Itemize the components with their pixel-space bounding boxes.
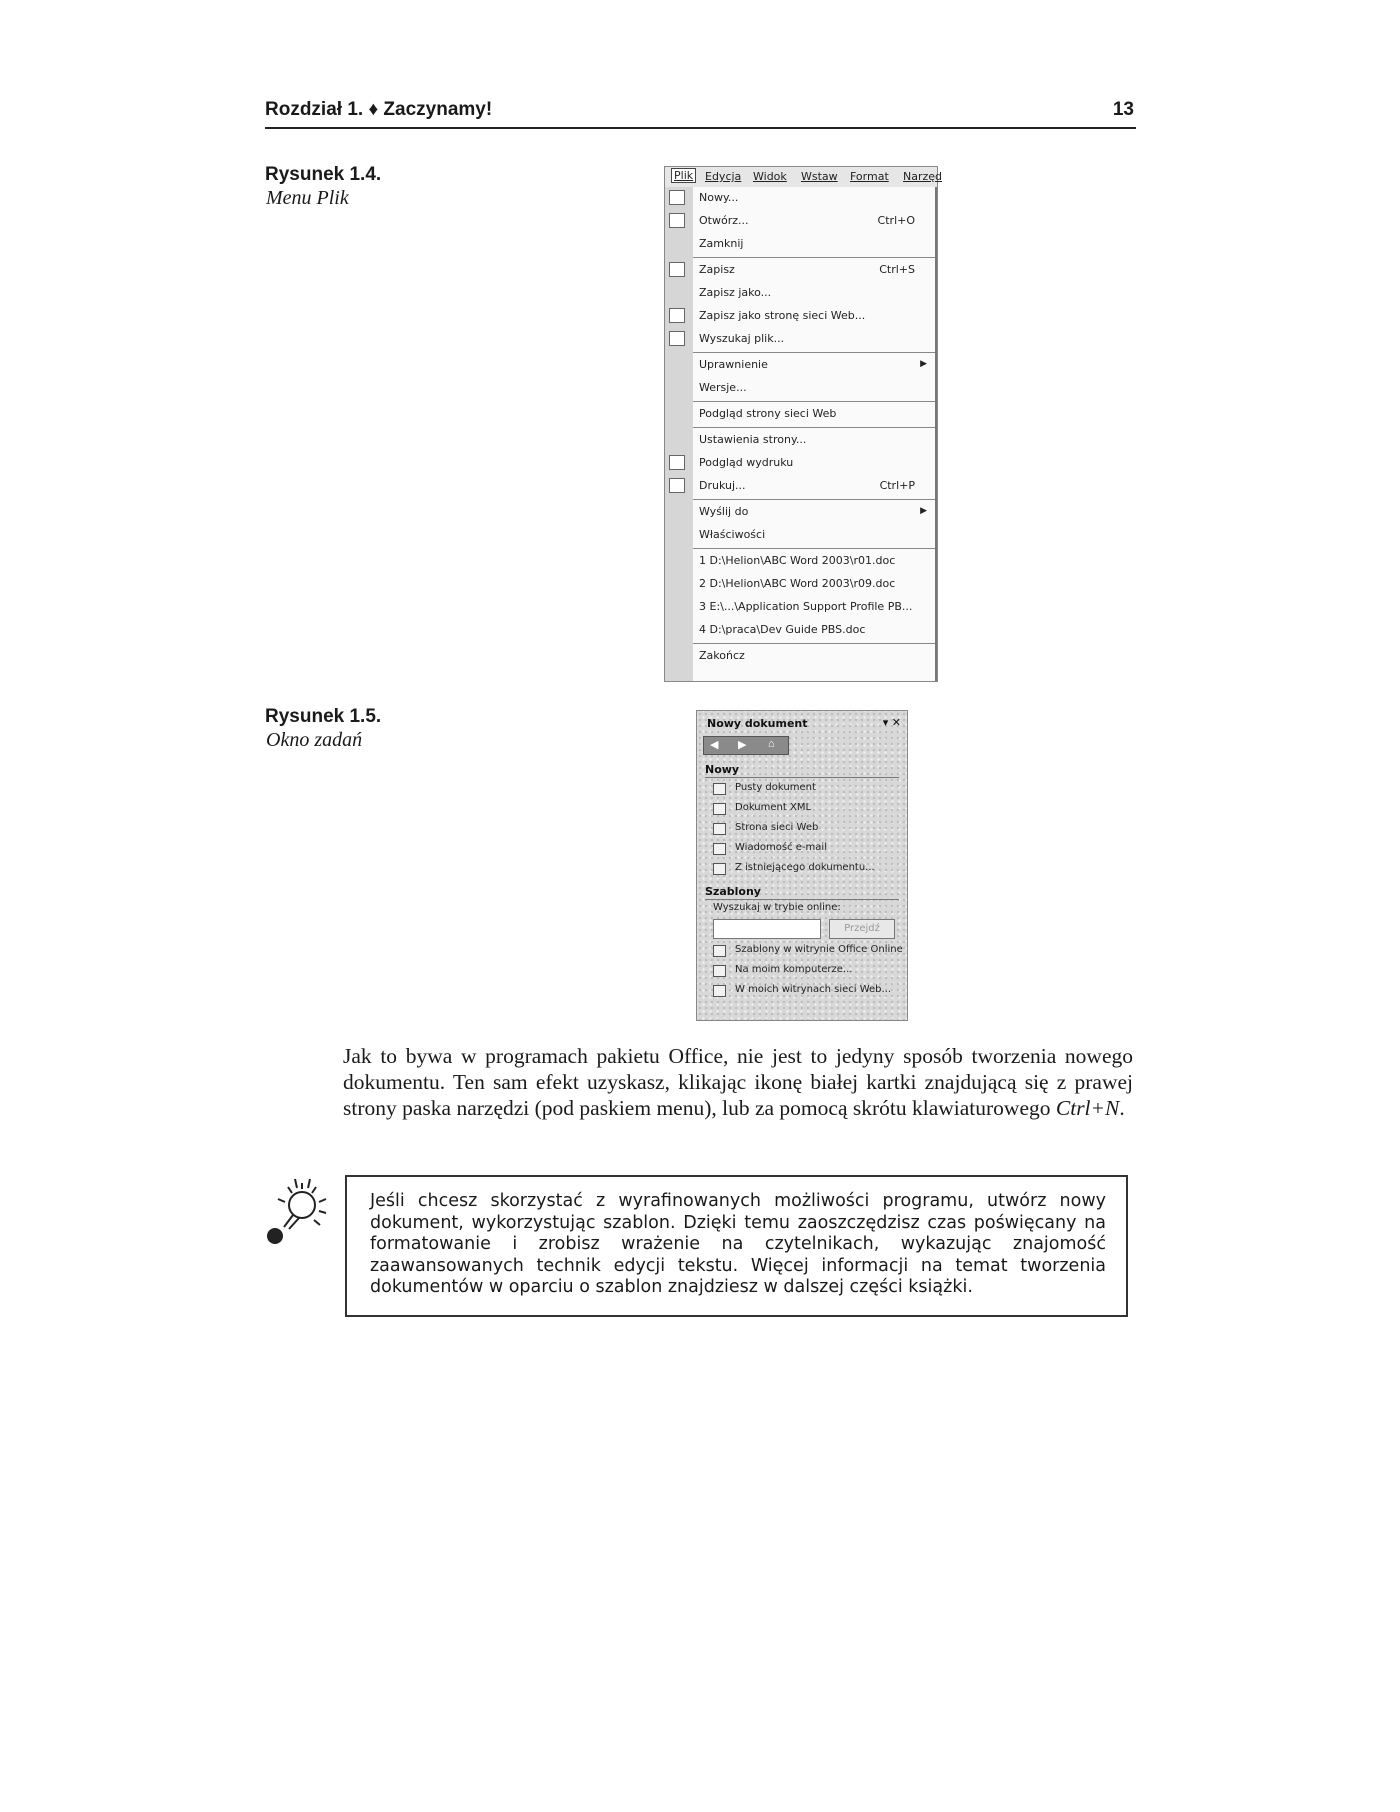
menu-plik[interactable]: Plik [671, 168, 696, 183]
task-pane-title: Nowy dokument [707, 717, 808, 730]
menu-item-properties[interactable]: Właściwości [699, 528, 766, 541]
blank-document-icon [713, 783, 726, 795]
back-icon[interactable]: ◀ [710, 739, 719, 751]
submenu-arrow-icon: ▶ [920, 505, 927, 515]
menu-separator [693, 548, 935, 549]
section-rule [705, 777, 899, 778]
task-pane-controls [883, 716, 901, 729]
menu-item-save-as[interactable]: Zapisz jako... [699, 286, 772, 299]
menu-item-close[interactable]: Zamknij [699, 237, 744, 250]
page-number: 13 [1112, 99, 1134, 120]
menu-format[interactable]: Format [850, 170, 889, 183]
print-preview-icon [669, 455, 685, 470]
chapter-title: Rozdział 1. ♦ Zaczynamy! [265, 99, 493, 120]
body-paragraph [343, 1043, 1133, 1121]
menu-edycja[interactable]: Edycja [705, 170, 742, 183]
figure-label: Rysunek 1.4. [265, 164, 382, 185]
keyboard-shortcut: Ctrl+N [1055, 1096, 1120, 1120]
tip-box [345, 1175, 1128, 1317]
menu-item-send-to[interactable]: Wyślij do ▶ [699, 505, 927, 518]
menu-separator [693, 499, 935, 500]
menu-item-file-search[interactable]: Wyszukaj plik... [693, 328, 935, 350]
file-menu-screenshot [664, 166, 943, 682]
running-head [265, 99, 1136, 129]
open-folder-icon [669, 213, 685, 228]
home-icon[interactable]: ⌂ [768, 738, 775, 750]
section-rule [705, 899, 899, 900]
section-heading-templates: Szablony [705, 885, 761, 898]
web-folder-icon [713, 985, 726, 997]
web-page-icon [713, 823, 726, 835]
close-icon[interactable]: ✕ [891, 716, 901, 729]
menu-item-recent-4[interactable]: 4 D:\praca\Dev Guide PBS.doc [699, 623, 866, 636]
body-period: . [1119, 1096, 1125, 1120]
menu-separator [693, 643, 935, 644]
menu-item-exit[interactable]: Zakończ [699, 649, 745, 662]
menu-item-recent-2[interactable]: 2 D:\Helion\ABC Word 2003\r09.doc [699, 577, 896, 590]
menu-item-recent-3[interactable]: 3 E:\...\Application Support Profile PB... [699, 600, 913, 613]
forward-icon[interactable]: ▶ [738, 739, 747, 751]
menu-item-web-preview[interactable]: Podgląd strony sieci Web [699, 407, 837, 420]
submenu-arrow-icon: ▶ [920, 358, 927, 368]
tip-text: Jeśli chcesz skorzystać z wyrafinowanych możliwości programu, utwórz nowy dokument, wykorzystując szablon. Dzięki temu zaoszczędzisz czas poświęcany na formatowanie i zrobisz wrażenie na czytelnikach, wykazując znajomość zaawansowanych technik edycji tekstu. Więcej informacji na temat tworzenia dokumentów w oparciu o szablon znajdziesz w dalszej części książki. [370, 1191, 1106, 1297]
go-button[interactable]: Przejdź [829, 919, 895, 939]
dropdown-arrow-icon[interactable]: ▾ [882, 716, 889, 729]
menu-item-versions[interactable]: Wersje... [699, 381, 747, 394]
file-search-icon [669, 331, 685, 346]
menu-item-save[interactable]: Zapisz Ctrl+S [693, 259, 935, 281]
save-web-icon [669, 308, 685, 323]
menu-bar [665, 167, 943, 188]
globe-icon [713, 945, 726, 957]
task-pane-screenshot: Nowy dokument ▾ ✕ ◀ ▶ ⌂ Nowy Pusty dokument Dokument XML Strona sieci Web Wiadomość e-mail Z istniejącego dokumentu... Szablony Wyszukaj w trybie online: Przejdź Szablony w witrynie Office Online Na moim komputerze... W moich witrynach sieci Web... [696, 710, 908, 1021]
menu-item-print[interactable]: Drukuj... Ctrl+P [693, 475, 935, 497]
menu-separator [693, 352, 935, 353]
xml-document-icon [713, 803, 726, 815]
menu-narzedzia[interactable]: Narzęd [903, 170, 943, 183]
figure-label: Rysunek 1.5. [265, 706, 382, 727]
figure-caption: Okno zadań [266, 729, 363, 751]
menu-widok[interactable]: Widok [753, 170, 787, 183]
search-online-label: Wyszukaj w trybie online: [713, 902, 841, 913]
lightbulb-icon [262, 1175, 336, 1247]
menu-item-page-setup[interactable]: Ustawienia strony... [699, 433, 807, 446]
menu-wstaw[interactable]: Wstaw [801, 170, 838, 183]
menu-item-print-preview[interactable]: Podgląd wydruku [693, 452, 935, 474]
task-pane-navigation [703, 736, 789, 755]
menu-separator [693, 427, 935, 428]
menu-item-new[interactable]: Nowy... [693, 187, 935, 209]
body-text: Jak to bywa w programach pakietu Office, nie jest to jedyny sposób tworzenia nowego dokumentu. Ten sam efekt uzyskasz, klikając ikonę białej kartki znajdującą się z prawej strony paska narzędzi (pod paskiem menu), lub za pomocą skrótu klawiaturowego [343, 1044, 1133, 1120]
new-document-icon [669, 190, 685, 205]
computer-templates-icon [713, 965, 726, 977]
menu-item-permission[interactable]: Uprawnienie ▶ [699, 358, 927, 371]
template-search-input[interactable] [713, 919, 821, 939]
printer-icon [669, 478, 685, 493]
menu-item-save-as-web[interactable]: Zapisz jako stronę sieci Web... [693, 305, 935, 327]
menu-separator [693, 257, 935, 258]
menu-item-recent-1[interactable]: 1 D:\Helion\ABC Word 2003\r01.doc [699, 554, 896, 567]
menu-separator [693, 401, 935, 402]
figure-caption: Menu Plik [266, 187, 349, 209]
file-menu-dropdown [693, 187, 937, 681]
section-heading-new: Nowy [705, 763, 740, 776]
envelope-icon [713, 843, 726, 855]
existing-document-icon [713, 863, 726, 875]
save-icon [669, 262, 685, 277]
menu-item-open[interactable]: Otwórz... Ctrl+O [693, 210, 935, 232]
